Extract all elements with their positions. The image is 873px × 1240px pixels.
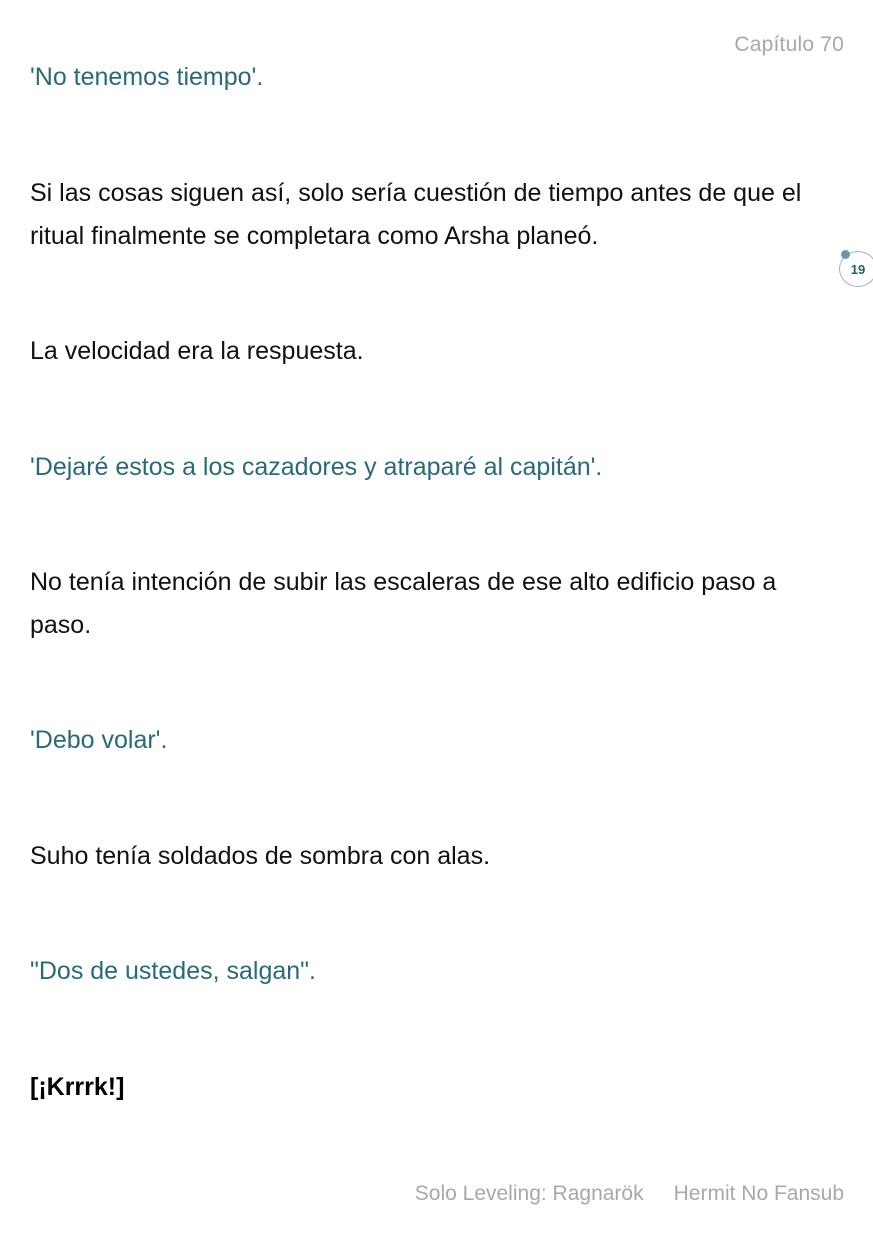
page-footer xyxy=(415,1182,844,1206)
paragraph-thought: 'Debo volar'. xyxy=(30,726,168,754)
translator-credit: Hermit No Fansub xyxy=(673,1182,844,1205)
series-title: Solo Leveling: Ragnarök xyxy=(414,1182,644,1205)
paragraph-thought: 'No tenemos tiempo'. xyxy=(30,63,264,91)
chapter-title: Capítulo 70 xyxy=(734,33,844,56)
paragraph-narration: No tenía intención de subir las escaleras de ese alto edificio paso a paso. xyxy=(30,568,777,639)
paragraph-thought: 'Dejaré estos a los cazadores y atraparé al capitán'. xyxy=(30,453,603,481)
paragraph-narration: La velocidad era la respuesta. xyxy=(30,337,364,365)
paragraph-narration: Suho tenía soldados de sombra con alas. xyxy=(30,842,491,870)
paragraph-dialogue: "Dos de ustedes, salgan". xyxy=(30,957,316,985)
paragraph-narration: Si las cosas siguen así, solo sería cuestión de tiempo antes de que el ritual finalmente se completara como Arsha planeó. xyxy=(30,179,802,250)
page-number-badge[interactable]: 19 xyxy=(839,251,873,287)
paragraph-sound-effect: [¡Krrrk!] xyxy=(30,1073,125,1101)
page-progress-dot-icon xyxy=(841,250,850,259)
